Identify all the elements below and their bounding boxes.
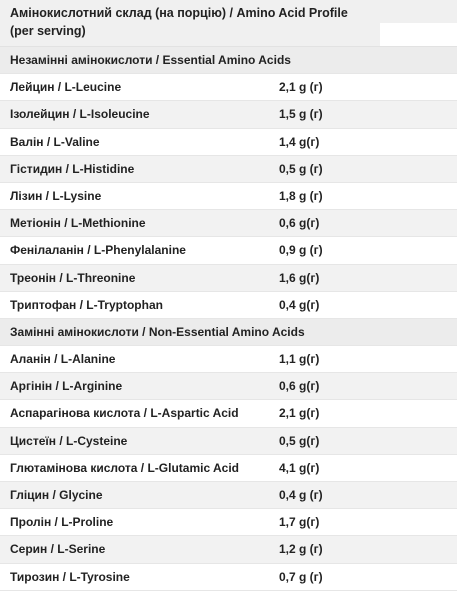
table-row [0,210,457,237]
amino-acid-value: 0,6 g(г) [279,379,320,394]
amino-acid-value: 2,1 g (г) [279,80,323,95]
table-row [0,346,457,373]
amino-acid-value: 0,4 g (г) [279,488,323,502]
amino-acid-value: 0,4 g(г) [279,297,320,312]
section-title: Незамінні амінокислоти / Essential Amino Acids [10,53,291,67]
amino-acid-name: Гістидин / L-Histidine [10,161,135,176]
amino-acid-name: Аланін / L-Alanine [10,352,116,367]
table-row [0,101,457,128]
amino-acid-name: Аргінін / L-Arginine [10,379,123,394]
table-row [0,237,457,264]
amino-acid-name: Глютамінова кислота / L-Glutamic Acid [10,460,240,475]
amino-acid-name: Треонін / L-Threonine [10,270,136,285]
amino-acid-value: 1,7 g(г) [279,515,320,530]
table-row [0,156,457,183]
table-header-row [0,0,457,47]
header-empty-cell [380,23,457,46]
section-header-essential [0,47,457,74]
amino-acid-value: 2,1 g(г) [279,406,320,421]
amino-acid-value: 1,1 g(г) [279,352,320,367]
amino-acid-value: 1,2 g (г) [279,542,323,557]
amino-acid-value: 0,6 g(г) [279,216,320,231]
amino-acid-name: Лейцин / L-Leucine [10,80,122,95]
amino-acid-value: 0,5 g (г) [279,161,323,176]
amino-acid-value: 1,4 g(г) [279,134,320,149]
table-row [0,129,457,156]
amino-acid-value: 1,5 g (г) [279,107,323,122]
amino-acid-name: Валін / L-Valine [10,134,100,149]
table-row [0,373,457,400]
table-row [0,482,457,509]
table-row [0,509,457,536]
amino-acid-name: Цистеїн / L-Cysteine [10,433,128,448]
amino-acid-value: 0,7 g (г) [279,569,323,584]
table-row [0,400,457,427]
amino-acid-name: Метіонін / L-Methionine [10,216,146,231]
amino-acid-name: Гліцин / Glycine [10,488,103,502]
table-row [0,183,457,210]
table-row [0,564,457,591]
table-row [0,292,457,319]
table-row [0,74,457,101]
table-title: Амінокислотний склад (на порцію) / Amino Acid Profile (per serving) [10,6,348,38]
table-row [0,455,457,482]
amino-acid-name: Ізолейцин / L-Isoleucine [10,107,150,122]
amino-acid-value: 1,6 g(г) [279,270,320,285]
amino-acid-name: Пролін / L-Proline [10,515,114,530]
section-title: Замінні амінокислоти / Non-Essential Amino Acids [10,324,305,339]
amino-acid-name: Лізин / L-Lysine [10,188,102,203]
amino-acid-name: Триптофан / L-Tryptophan [10,297,163,312]
amino-acid-value: 1,8 g (г) [279,188,323,203]
amino-acid-value: 0,9 g (г) [279,243,323,258]
amino-acid-name: Серин / L-Serine [10,542,106,557]
table-row [0,428,457,455]
table-row [0,536,457,563]
amino-acid-value: 4,1 g(г) [279,460,320,475]
table-row [0,265,457,292]
section-header-non-essential [0,319,457,346]
amino-acid-name: Тирозин / L-Tyrosine [10,569,130,584]
amino-acid-name: Аспарагінова кислота / L-Aspartic Acid [10,406,239,421]
amino-acid-value: 0,5 g(г) [279,433,320,448]
amino-acid-name: Фенілаланін / L-Phenylalanine [10,243,186,258]
